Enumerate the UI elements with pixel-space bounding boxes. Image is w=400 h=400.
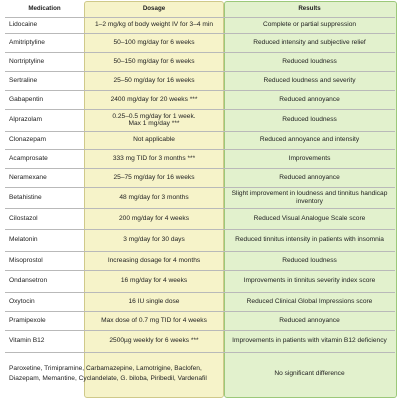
header-dosage: Dosage (142, 5, 166, 13)
medication-cell: Clonazepam (9, 136, 47, 144)
table-row (5, 109, 395, 132)
results-cell: Complete or partial suppression (262, 21, 357, 29)
medication-cell: Acamprosate (9, 154, 48, 162)
results-cell: Reduced loudness (282, 116, 337, 124)
results-cell: Reduced annoyance and intensity (259, 136, 360, 144)
dosage-cell: 200 mg/day for 4 weeks (118, 214, 189, 222)
medication-cell: Misoprostol (9, 256, 43, 264)
table-row (5, 251, 395, 271)
medication-cell: Amitriptyline (9, 38, 45, 46)
dosage-cell: 1–2 mg/kg of body weight IV for 3–4 min (94, 21, 214, 29)
header-results: Results (298, 5, 321, 13)
medication-cell: Vitamin B12 (9, 337, 45, 345)
medication-cell: Sertraline (9, 76, 38, 84)
dosage-cell: 25–50 mg/day for 16 weeks (113, 76, 195, 84)
table-row (5, 270, 395, 293)
results-cell: Reduced annoyance (279, 173, 340, 181)
medication-cell: Melatonin (9, 236, 38, 244)
medication-list-cell: Paroxetine, Trimipramine, Carbamazepine, Lamotrigine, Baclofen, Diazepam, Memantine, Cyclandelate, G. biloba, Piribedil, Vardenafil (9, 365, 207, 382)
dosage-cell: 16 mg/day for 4 weeks (120, 277, 188, 285)
table-row (5, 208, 395, 230)
table-row (5, 229, 395, 252)
medication-cell: Nortriptyline (9, 57, 45, 65)
medication-cell: Neramexane (9, 173, 47, 181)
dosage-cell: 50–150 mg/day for 6 weeks (113, 57, 195, 65)
header-medication: Medication (28, 5, 61, 13)
table-row (5, 149, 395, 169)
dosage-cell: 333 mg TID for 3 months *** (112, 154, 196, 162)
table-row (5, 187, 395, 209)
table-row (5, 17, 395, 34)
results-cell: Reduced intensity and subjective relief (253, 38, 366, 46)
results-cell: Reduced Visual Analogue Scale score (253, 214, 366, 222)
dosage-cell: Max dose of 0.7 mg TID for 4 weeks (101, 316, 207, 324)
medication-cell: Lidocaine (9, 21, 38, 29)
medication-cell: Alprazolam (9, 116, 42, 124)
medication-cell: Betahistine (9, 193, 42, 201)
dosage-cell: 50–100 mg/day for 6 weeks (113, 38, 195, 46)
table-row (5, 330, 395, 353)
dosage-cell: Not applicable (133, 136, 175, 144)
results-cell: Reduced loudness (282, 57, 337, 65)
table-row-other-medications (5, 352, 395, 396)
results-cell: Reduced loudness (282, 256, 337, 264)
dosage-cell: 0.25–0.5 mg/day for 1 week. Max 1 mg/day *** (112, 112, 196, 127)
table-row (5, 292, 395, 312)
dosage-cell: Increasing dosage for 4 months (107, 256, 201, 264)
dosage-cell: 2400 mg/day for 20 weeks *** (110, 95, 198, 103)
results-cell: Improvements in tinnitus severity index score (243, 277, 376, 285)
dosage-cell: 16 IU single dose (128, 297, 180, 305)
dosage-cell: 25–75 mg/day for 16 weeks (113, 173, 195, 181)
table-row (5, 71, 395, 91)
results-cell: Reduced loudness and severity (263, 76, 356, 84)
results-cell: Reduced annoyance (279, 95, 340, 103)
medication-cell: Gabapentin (9, 95, 44, 103)
medication-cell: Ondansetron (9, 277, 48, 285)
dosage-cell: 48 mg/day for 3 months (119, 193, 189, 201)
dosage-cell: 2500µg weekly for 6 weeks *** (109, 337, 199, 345)
table-row (5, 131, 395, 150)
medication-cell: Oxytocin (9, 297, 35, 305)
table-row (5, 311, 395, 331)
results-cell: Reduced tinnitus intensity in patients with insomnia (235, 236, 384, 244)
table-row (5, 168, 395, 188)
table-row (5, 90, 395, 110)
results-cell: Improvements in patients with vitamin B12 deficiency (232, 337, 387, 345)
results-cell: Reduced Clinical Global Impressions score (246, 297, 373, 305)
results-cell: Reduced annoyance (279, 316, 340, 324)
medication-cell: Cilostazol (9, 214, 38, 222)
medication-cell: Pramipexole (9, 316, 46, 324)
header-row (5, 2, 395, 18)
dosage-cell: 3 mg/day for 30 days (123, 236, 185, 244)
results-cell: Improvements (288, 154, 331, 162)
table-row (5, 52, 395, 72)
results-cell: No significant difference (274, 370, 345, 378)
results-cell: Slight improvement in loudness and tinnitus handicap inventory (231, 190, 388, 205)
table-row (5, 33, 395, 53)
